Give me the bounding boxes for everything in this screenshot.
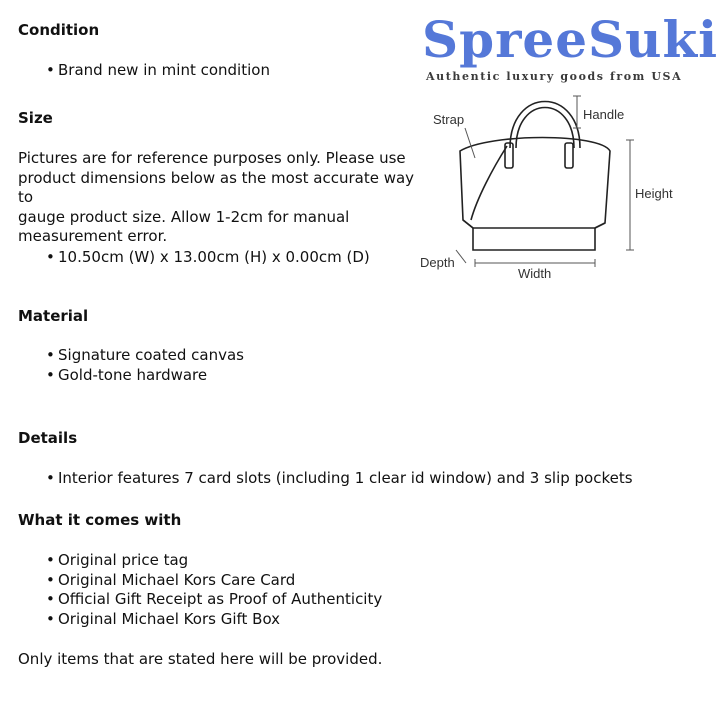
details-list [58, 469, 633, 489]
size-list [58, 248, 370, 268]
brand-logo [420, 10, 720, 90]
size-description [18, 149, 418, 247]
comes-with-list [58, 551, 382, 629]
list-item: • Official Gift Receipt as Proof of Authenticity [58, 590, 382, 610]
depth-label: Depth [420, 255, 455, 270]
comes-with-heading: What it comes with [18, 511, 182, 529]
material-heading: Material [18, 307, 89, 325]
width-label: Width [518, 266, 552, 281]
list-item: • 10.50cm (W) x 13.00cm (H) x 0.00cm (D) [58, 248, 370, 268]
list-item: • Gold-tone hardware [58, 366, 244, 386]
list-item: • Signature coated canvas [58, 346, 244, 366]
brand-tagline: Authentic luxury goods from USA [426, 70, 683, 83]
size-description-line: measurement error. [18, 227, 168, 245]
list-item: • Original Michael Kors Care Card [58, 571, 382, 591]
footer-note: Only items that are stated here will be provided. [18, 650, 383, 668]
list-item: • Interior features 7 card slots (including 1 clear id window) and 3 slip pockets [58, 469, 633, 489]
bag-dimension-diagram [415, 88, 695, 288]
size-description-line: product dimensions below as the most accurate way to [18, 168, 415, 206]
height-label: Height [635, 186, 673, 201]
handle-label: Handle [583, 107, 625, 122]
details-heading: Details [18, 429, 78, 447]
list-item: • Brand new in mint condition [58, 61, 270, 81]
size-description-line: Pictures are for reference purposes only. Please use [18, 149, 406, 167]
size-description-line: gauge product size. Allow 1-2cm for manual [18, 207, 350, 226]
list-item: • Original price tag [58, 551, 382, 571]
condition-heading: Condition [18, 21, 100, 39]
brand-name: SpreeSuki [422, 10, 719, 69]
material-list [58, 346, 244, 385]
list-item: • Original Michael Kors Gift Box [58, 610, 382, 630]
condition-list [58, 61, 270, 81]
strap-label: Strap [433, 112, 465, 127]
size-heading: Size [18, 109, 53, 127]
